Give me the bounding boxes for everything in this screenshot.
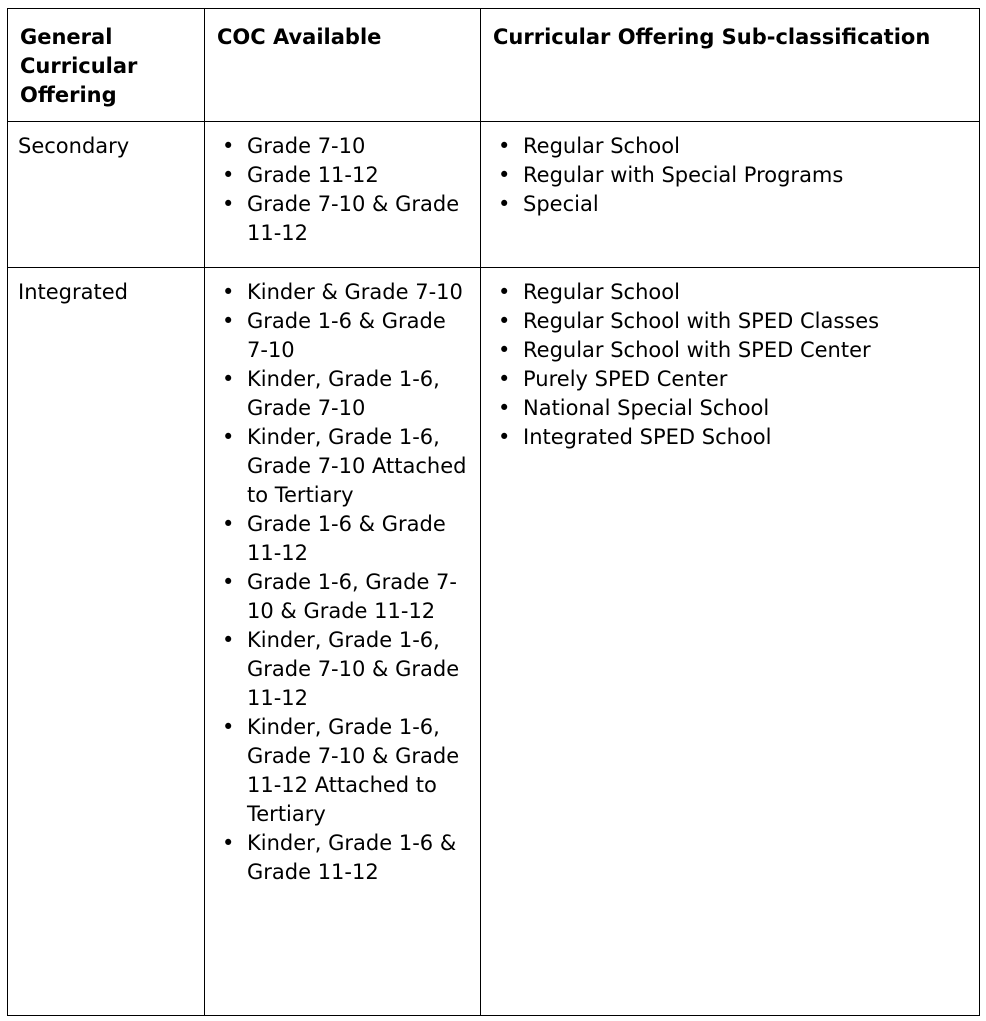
header-sub-classification: Curricular Offering Sub-classification <box>481 9 980 122</box>
coc-list-item: • Grade 7-10 <box>247 132 470 161</box>
curricular-offering-table <box>7 8 980 1016</box>
coc-cell <box>205 268 481 1016</box>
sub-classification-item: • Regular School with SPED Classes <box>523 307 969 336</box>
coc-list-item: • Kinder, Grade 1-6 & Grade 11-12 <box>247 829 470 887</box>
sub-classification-cell <box>481 268 980 1016</box>
header-general-curricular-offering: General Curricular Offering <box>8 9 205 122</box>
sub-classification-item: • National Special School <box>523 394 969 423</box>
coc-list-item: • Kinder & Grade 7-10 <box>247 278 470 307</box>
coc-list <box>215 278 470 887</box>
table-row-integrated <box>8 268 980 1016</box>
sub-classification-item: • Regular School <box>523 132 969 161</box>
coc-list-item: • Kinder, Grade 1-6, Grade 7-10 & Grade 11-12 Attached to Tertiary <box>247 713 470 829</box>
offering-cell: Secondary <box>8 122 205 268</box>
coc-list-item: • Grade 1-6 & Grade 7-10 <box>247 307 470 365</box>
coc-list-item: • Grade 11-12 <box>247 161 470 190</box>
header-coc-available: COC Available <box>205 9 481 122</box>
sub-classification-item: • Integrated SPED School <box>523 423 969 452</box>
coc-cell <box>205 122 481 268</box>
sub-classification-item: • Regular School <box>523 278 969 307</box>
sub-classification-item: • Regular with Special Programs <box>523 161 969 190</box>
table-row-secondary <box>8 122 980 268</box>
sub-classification-list <box>491 132 969 219</box>
coc-list-item: • Grade 7-10 & Grade 11-12 <box>247 190 470 248</box>
coc-list-item: • Kinder, Grade 1-6, Grade 7-10 & Grade 11-12 <box>247 626 470 713</box>
coc-list-item: • Grade 1-6, Grade 7-10 & Grade 11-12 <box>247 568 470 626</box>
sub-classification-item: • Purely SPED Center <box>523 365 969 394</box>
coc-list-item: • Grade 1-6 & Grade 11-12 <box>247 510 470 568</box>
table-header-row <box>8 9 980 122</box>
sub-classification-item: • Regular School with SPED Center <box>523 336 969 365</box>
coc-list-item: • Kinder, Grade 1-6, Grade 7-10 <box>247 365 470 423</box>
sub-classification-list <box>491 278 969 452</box>
coc-list-item: • Kinder, Grade 1-6, Grade 7-10 Attached to Tertiary <box>247 423 470 510</box>
sub-classification-cell <box>481 122 980 268</box>
sub-classification-item: • Special <box>523 190 969 219</box>
coc-list <box>215 132 470 248</box>
offering-cell: Integrated <box>8 268 205 1016</box>
